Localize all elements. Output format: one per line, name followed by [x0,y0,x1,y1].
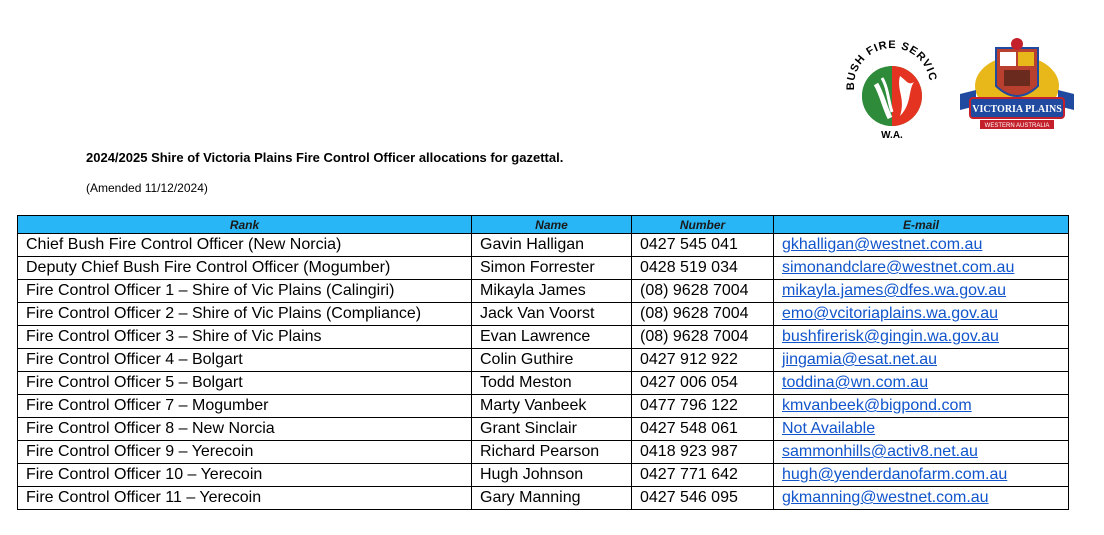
cell-email-link[interactable]: bushfirerisk@gingin.wa.gov.au [774,326,1069,349]
cell-number: 0428 519 034 [632,257,774,280]
cell-name: Hugh Johnson [472,464,632,487]
cell-email-link[interactable]: kmvanbeek@bigpond.com [774,395,1069,418]
cell-number: 0427 548 061 [632,418,774,441]
cell-name: Simon Forrester [472,257,632,280]
document-title: 2024/2025 Shire of Victoria Plains Fire Control Officer allocations for gazettal. [86,150,564,165]
cell-name: Grant Sinclair [472,418,632,441]
cell-rank: Chief Bush Fire Control Officer (New Norcia) [18,234,472,257]
cell-number: 0477 796 122 [632,395,774,418]
cell-email-link[interactable]: mikayla.james@dfes.wa.gov.au [774,280,1069,303]
bfs-bottom-text: W.A. [881,130,903,141]
cell-name: Colin Guthire [472,349,632,372]
cell-email-link[interactable]: gkhalligan@westnet.com.au [774,234,1069,257]
cell-name: Gavin Halligan [472,234,632,257]
table-row [18,349,1069,372]
cell-rank: Fire Control Officer 4 – Bolgart [18,349,472,372]
cell-rank: Fire Control Officer 8 – New Norcia [18,418,472,441]
cell-rank: Fire Control Officer 10 – Yerecoin [18,464,472,487]
victoria-plains-crest [956,34,1078,142]
cell-rank: Fire Control Officer 2 – Shire of Vic Plains (Compliance) [18,303,472,326]
table-row [18,441,1069,464]
header-rank: Rank [18,216,472,234]
table-row [18,257,1069,280]
cell-email-link[interactable]: jingamia@esat.net.au [774,349,1069,372]
cell-email-link[interactable]: sammonhills@activ8.net.au [774,441,1069,464]
cell-number: 0427 912 922 [632,349,774,372]
table-row [18,372,1069,395]
cell-number: 0427 546 095 [632,487,774,510]
cell-email-link[interactable]: hugh@yenderdanofarm.com.au [774,464,1069,487]
cell-number: 0427 771 642 [632,464,774,487]
cell-number: (08) 9628 7004 [632,303,774,326]
header-name: Name [472,216,632,234]
cell-name: Gary Manning [472,487,632,510]
header-email: E-mail [774,216,1069,234]
table-row [18,234,1069,257]
cell-name: Jack Van Voorst [472,303,632,326]
table-row [18,464,1069,487]
cell-rank: Deputy Chief Bush Fire Control Officer (Mogumber) [18,257,472,280]
cell-email-link[interactable]: gkmanning@westnet.com.au [774,487,1069,510]
cell-rank: Fire Control Officer 5 – Bolgart [18,372,472,395]
table-row [18,487,1069,510]
cell-email-link[interactable]: Not Available [774,418,1069,441]
cell-rank: Fire Control Officer 9 – Yerecoin [18,441,472,464]
cell-rank: Fire Control Officer 3 – Shire of Vic Plains [18,326,472,349]
table-row [18,395,1069,418]
cell-number: 0427 545 041 [632,234,774,257]
cell-name: Marty Vanbeek [472,395,632,418]
cell-number: (08) 9628 7004 [632,326,774,349]
crest-sub-banner-text: WESTERN AUSTRALIA [984,123,1050,129]
document-subtitle: (Amended 11/12/2024) [86,181,208,195]
table-header-row [18,216,1069,234]
cell-number: 0418 923 987 [632,441,774,464]
bush-fire-service-logo [842,34,942,142]
cell-rank: Fire Control Officer 11 – Yerecoin [18,487,472,510]
cell-name: Mikayla James [472,280,632,303]
table-row [18,418,1069,441]
cell-email-link[interactable]: toddina@wn.com.au [774,372,1069,395]
table-row [18,326,1069,349]
bfs-arc-text: BUSH FIRE SERVIC [844,38,939,91]
table-row [18,303,1069,326]
cell-name: Todd Meston [472,372,632,395]
crest-banner-text: VICTORIA PLAINS [972,104,1062,115]
fire-control-officer-table [17,215,1069,510]
cell-name: Richard Pearson [472,441,632,464]
cell-email-link[interactable]: emo@vcitoriaplains.wa.gov.au [774,303,1069,326]
cell-email-link[interactable]: simonandclare@westnet.com.au [774,257,1069,280]
header-number: Number [632,216,774,234]
cell-number: 0427 006 054 [632,372,774,395]
logos [842,34,1078,142]
table-row [18,280,1069,303]
cell-name: Evan Lawrence [472,326,632,349]
cell-rank: Fire Control Officer 1 – Shire of Vic Plains (Calingiri) [18,280,472,303]
cell-number: (08) 9628 7004 [632,280,774,303]
cell-rank: Fire Control Officer 7 – Mogumber [18,395,472,418]
